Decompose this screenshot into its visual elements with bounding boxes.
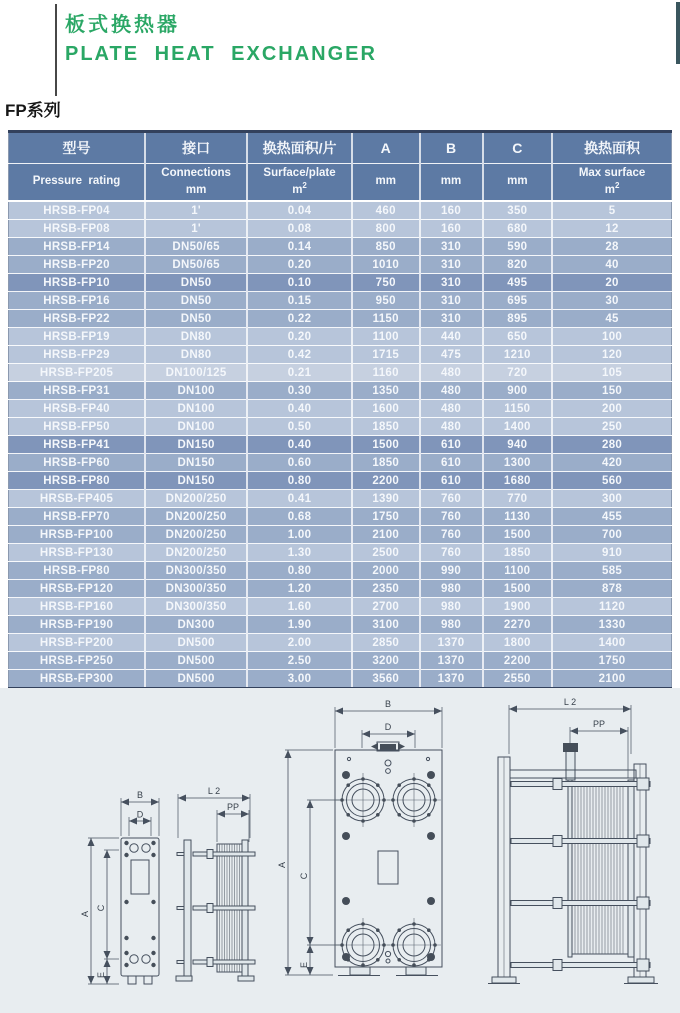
cell-dim-b: 760 xyxy=(420,544,483,562)
cell-dim-b: 610 xyxy=(420,436,483,454)
cell-model: HRSB-FP10 xyxy=(9,274,146,292)
table-row xyxy=(9,616,672,634)
cell-dim-c: 1100 xyxy=(483,562,553,580)
dim-label-b: B xyxy=(384,699,392,709)
cell-dim-b: 980 xyxy=(420,580,483,598)
cell-connections: DN100 xyxy=(145,400,247,418)
cell-max-surface: 45 xyxy=(552,310,671,328)
header-dim-a: A xyxy=(352,132,420,164)
dim-label-e: E xyxy=(299,961,309,969)
cell-surface-per-plate: 0.42 xyxy=(247,346,352,364)
cell-dim-b: 610 xyxy=(420,454,483,472)
drawing-small-side-view xyxy=(176,786,255,981)
header-surface-per-plate-zh: 换热面积/片 xyxy=(247,132,352,164)
cell-max-surface: 910 xyxy=(552,544,671,562)
cell-dim-b: 980 xyxy=(420,616,483,634)
cell-surface-per-plate: 0.80 xyxy=(247,472,352,490)
cell-dim-c: 1500 xyxy=(483,526,553,544)
table-row xyxy=(9,544,672,562)
dim-label-l2: L 2 xyxy=(563,697,577,707)
cell-dim-c: 1210 xyxy=(483,346,553,364)
cell-connections: DN50/65 xyxy=(145,238,247,256)
series-heading: FP系列 xyxy=(5,101,61,120)
cell-dim-b: 160 xyxy=(420,220,483,238)
cell-model: HRSB-FP250 xyxy=(9,652,146,670)
cell-max-surface: 120 xyxy=(552,346,671,364)
table-row xyxy=(9,634,672,652)
cell-dim-a: 3560 xyxy=(352,670,420,689)
table-row xyxy=(9,238,672,256)
cell-surface-per-plate: 0.20 xyxy=(247,256,352,274)
cell-surface-per-plate: 0.60 xyxy=(247,454,352,472)
table-row xyxy=(9,256,672,274)
dim-label-pp: PP xyxy=(226,802,240,812)
cell-model: HRSB-FP60 xyxy=(9,454,146,472)
header-dim-b-unit: mm xyxy=(420,164,483,202)
table-row xyxy=(9,328,672,346)
cell-surface-per-plate: 0.41 xyxy=(247,490,352,508)
cell-dim-b: 310 xyxy=(420,292,483,310)
cell-model: HRSB-FP160 xyxy=(9,598,146,616)
table-row xyxy=(9,346,672,364)
cell-model: HRSB-FP41 xyxy=(9,436,146,454)
cell-dim-b: 480 xyxy=(420,364,483,382)
cell-connections: DN100/125 xyxy=(145,364,247,382)
cell-dim-b: 160 xyxy=(420,201,483,220)
drawing-small-front-view xyxy=(80,790,159,984)
cell-max-surface: 2100 xyxy=(552,670,671,689)
cell-model: HRSB-FP14 xyxy=(9,238,146,256)
cell-max-surface: 250 xyxy=(552,418,671,436)
cell-connections: DN50 xyxy=(145,292,247,310)
cell-max-surface: 585 xyxy=(552,562,671,580)
cell-max-surface: 1400 xyxy=(552,634,671,652)
cell-dim-c: 1800 xyxy=(483,634,553,652)
cell-connections: DN150 xyxy=(145,454,247,472)
table-row xyxy=(9,292,672,310)
cell-surface-per-plate: 1.30 xyxy=(247,544,352,562)
dim-label-d: D xyxy=(384,722,392,732)
cell-max-surface: 40 xyxy=(552,256,671,274)
header-surface-per-plate-en: Surface/plate $m^2$ xyxy=(247,164,352,202)
cell-dim-a: 750 xyxy=(352,274,420,292)
cell-model: HRSB-FP70 xyxy=(9,508,146,526)
cell-max-surface: 12 xyxy=(552,220,671,238)
cell-model: HRSB-FP04 xyxy=(9,201,146,220)
table-row xyxy=(9,310,672,328)
cell-dim-b: 480 xyxy=(420,382,483,400)
dim-label-pp: PP xyxy=(592,719,606,729)
cell-max-surface: 1330 xyxy=(552,616,671,634)
cell-connections: DN300 xyxy=(145,616,247,634)
table-row xyxy=(9,436,672,454)
table-row xyxy=(9,598,672,616)
cell-dim-a: 1750 xyxy=(352,508,420,526)
cell-surface-per-plate: 0.15 xyxy=(247,292,352,310)
table-row xyxy=(9,508,672,526)
cell-model: HRSB-FP80 xyxy=(9,562,146,580)
cell-connections: DN200/250 xyxy=(145,526,247,544)
table-row xyxy=(9,400,672,418)
cell-connections: DN500 xyxy=(145,652,247,670)
cell-dim-c: 895 xyxy=(483,310,553,328)
scan-edge-artifact xyxy=(676,2,680,64)
cell-dim-a: 1100 xyxy=(352,328,420,346)
cell-surface-per-plate: 0.08 xyxy=(247,220,352,238)
cell-dim-a: 800 xyxy=(352,220,420,238)
cell-dim-b: 480 xyxy=(420,400,483,418)
cell-dim-c: 650 xyxy=(483,328,553,346)
cell-surface-per-plate: 0.21 xyxy=(247,364,352,382)
cell-surface-per-plate: 0.22 xyxy=(247,310,352,328)
cell-dim-c: 820 xyxy=(483,256,553,274)
header-dim-c: C xyxy=(483,132,553,164)
dim-label-d: D xyxy=(136,809,144,820)
cell-connections: DN500 xyxy=(145,634,247,652)
cell-connections: DN200/250 xyxy=(145,508,247,526)
cell-model: HRSB-FP31 xyxy=(9,382,146,400)
cell-surface-per-plate: 0.68 xyxy=(247,508,352,526)
cell-dim-a: 1850 xyxy=(352,454,420,472)
cell-dim-c: 695 xyxy=(483,292,553,310)
cell-connections: DN50 xyxy=(145,310,247,328)
header-dim-c-unit: mm xyxy=(483,164,553,202)
cell-dim-c: 1150 xyxy=(483,400,553,418)
cell-surface-per-plate: 0.40 xyxy=(247,436,352,454)
header-max-surface-en: Max surface $m^2$ xyxy=(552,164,671,202)
cell-dim-c: 1300 xyxy=(483,454,553,472)
cell-dim-b: 760 xyxy=(420,490,483,508)
title-divider xyxy=(55,4,57,96)
cell-model: HRSB-FP22 xyxy=(9,310,146,328)
cell-model: HRSB-FP80 xyxy=(9,472,146,490)
cell-connections: DN80 xyxy=(145,328,247,346)
cell-dim-a: 1390 xyxy=(352,490,420,508)
header-connections-zh: 接口 xyxy=(145,132,247,164)
cell-max-surface: 878 xyxy=(552,580,671,598)
cell-max-surface: 300 xyxy=(552,490,671,508)
cell-dim-b: 475 xyxy=(420,346,483,364)
table-row xyxy=(9,490,672,508)
cell-model: HRSB-FP130 xyxy=(9,544,146,562)
cell-dim-a: 2100 xyxy=(352,526,420,544)
cell-surface-per-plate: 1.00 xyxy=(247,526,352,544)
spec-table-header xyxy=(9,132,672,202)
cell-surface-per-plate: 1.60 xyxy=(247,598,352,616)
cell-max-surface: 200 xyxy=(552,400,671,418)
cell-dim-b: 760 xyxy=(420,508,483,526)
cell-dim-a: 2000 xyxy=(352,562,420,580)
cell-model: HRSB-FP300 xyxy=(9,670,146,689)
cell-dim-a: 1500 xyxy=(352,436,420,454)
cell-dim-b: 1370 xyxy=(420,652,483,670)
table-row xyxy=(9,418,672,436)
dim-label-b: B xyxy=(136,790,144,800)
cell-model: HRSB-FP08 xyxy=(9,220,146,238)
page-title-chinese: 板式换热器 xyxy=(65,14,180,36)
cell-max-surface: 20 xyxy=(552,274,671,292)
cell-connections: DN200/250 xyxy=(145,544,247,562)
drawing-large-front-view xyxy=(277,699,442,976)
cell-surface-per-plate: 1.90 xyxy=(247,616,352,634)
cell-dim-c: 1500 xyxy=(483,580,553,598)
cell-connections: DN100 xyxy=(145,382,247,400)
cell-max-surface: 5 xyxy=(552,201,671,220)
dim-label-a: A xyxy=(80,910,90,918)
cell-surface-per-plate: 2.50 xyxy=(247,652,352,670)
cell-dim-b: 310 xyxy=(420,274,483,292)
cell-dim-a: 460 xyxy=(352,201,420,220)
cell-dim-c: 1680 xyxy=(483,472,553,490)
cell-dim-b: 1370 xyxy=(420,670,483,689)
cell-model: HRSB-FP20 xyxy=(9,256,146,274)
cell-dim-a: 3100 xyxy=(352,616,420,634)
cell-dim-b: 990 xyxy=(420,562,483,580)
cell-surface-per-plate: 0.80 xyxy=(247,562,352,580)
cell-dim-a: 1715 xyxy=(352,346,420,364)
cell-dim-c: 2270 xyxy=(483,616,553,634)
technical-drawings xyxy=(0,688,680,1013)
cell-dim-c: 940 xyxy=(483,436,553,454)
dim-label-c: C xyxy=(96,904,106,912)
cell-model: HRSB-FP40 xyxy=(9,400,146,418)
cell-dim-c: 495 xyxy=(483,274,553,292)
cell-max-surface: 280 xyxy=(552,436,671,454)
cell-dim-b: 310 xyxy=(420,310,483,328)
cell-dim-a: 1850 xyxy=(352,418,420,436)
cell-max-surface: 420 xyxy=(552,454,671,472)
cell-connections: DN300/350 xyxy=(145,580,247,598)
cell-model: HRSB-FP16 xyxy=(9,292,146,310)
header-model-zh: 型号 xyxy=(9,132,146,164)
table-row xyxy=(9,274,672,292)
header-dim-b: B xyxy=(420,132,483,164)
cell-surface-per-plate: 0.30 xyxy=(247,382,352,400)
cell-dim-b: 760 xyxy=(420,526,483,544)
cell-dim-c: 2550 xyxy=(483,670,553,689)
cell-connections: DN300/350 xyxy=(145,598,247,616)
cell-surface-per-plate: 0.40 xyxy=(247,400,352,418)
cell-max-surface: 28 xyxy=(552,238,671,256)
cell-dim-a: 950 xyxy=(352,292,420,310)
cell-dim-c: 350 xyxy=(483,201,553,220)
cell-connections: DN80 xyxy=(145,346,247,364)
cell-model: HRSB-FP200 xyxy=(9,634,146,652)
cell-connections: DN100 xyxy=(145,418,247,436)
header-max-surface-zh: 换热面积 xyxy=(552,132,671,164)
cell-connections: 1' xyxy=(145,220,247,238)
cell-surface-per-plate: 0.50 xyxy=(247,418,352,436)
cell-dim-a: 2850 xyxy=(352,634,420,652)
cell-max-surface: 455 xyxy=(552,508,671,526)
cell-dim-c: 2200 xyxy=(483,652,553,670)
cell-dim-b: 1370 xyxy=(420,634,483,652)
cell-max-surface: 700 xyxy=(552,526,671,544)
cell-dim-c: 720 xyxy=(483,364,553,382)
cell-dim-c: 1850 xyxy=(483,544,553,562)
cell-connections: DN500 xyxy=(145,670,247,689)
cell-max-surface: 100 xyxy=(552,328,671,346)
drawing-large-side-view xyxy=(488,697,658,984)
cell-connections: DN150 xyxy=(145,472,247,490)
cell-connections: DN150 xyxy=(145,436,247,454)
cell-dim-b: 310 xyxy=(420,256,483,274)
table-row xyxy=(9,364,672,382)
cell-surface-per-plate: 2.00 xyxy=(247,634,352,652)
title-block xyxy=(65,8,377,66)
cell-dim-a: 1600 xyxy=(352,400,420,418)
table-row xyxy=(9,201,672,220)
cell-max-surface: 105 xyxy=(552,364,671,382)
table-row xyxy=(9,580,672,598)
table-row xyxy=(9,562,672,580)
cell-dim-a: 1010 xyxy=(352,256,420,274)
cell-dim-a: 1160 xyxy=(352,364,420,382)
cell-connections: DN200/250 xyxy=(145,490,247,508)
cell-max-surface: 560 xyxy=(552,472,671,490)
cell-dim-a: 2350 xyxy=(352,580,420,598)
cell-dim-c: 680 xyxy=(483,220,553,238)
cell-max-surface: 1120 xyxy=(552,598,671,616)
cell-dim-a: 2500 xyxy=(352,544,420,562)
dim-label-a: A xyxy=(277,861,287,869)
header-connections-en: Connections mm xyxy=(145,164,247,202)
cell-connections: DN50 xyxy=(145,274,247,292)
dim-label-e: E xyxy=(96,971,106,979)
cell-dim-c: 900 xyxy=(483,382,553,400)
cell-connections: DN50/65 xyxy=(145,256,247,274)
cell-model: HRSB-FP405 xyxy=(9,490,146,508)
cell-surface-per-plate: 0.20 xyxy=(247,328,352,346)
cell-model: HRSB-FP29 xyxy=(9,346,146,364)
table-row xyxy=(9,382,672,400)
cell-max-surface: 150 xyxy=(552,382,671,400)
cell-dim-a: 850 xyxy=(352,238,420,256)
cell-dim-c: 590 xyxy=(483,238,553,256)
table-row xyxy=(9,652,672,670)
dim-label-c: C xyxy=(299,872,309,880)
cell-model: HRSB-FP190 xyxy=(9,616,146,634)
cell-dim-c: 770 xyxy=(483,490,553,508)
cell-dim-a: 3200 xyxy=(352,652,420,670)
spec-table-body xyxy=(9,201,672,689)
cell-dim-c: 1900 xyxy=(483,598,553,616)
cell-model: HRSB-FP120 xyxy=(9,580,146,598)
cell-dim-a: 2200 xyxy=(352,472,420,490)
cell-surface-per-plate: 3.00 xyxy=(247,670,352,689)
spec-table xyxy=(8,130,672,690)
cell-max-surface: 1750 xyxy=(552,652,671,670)
cell-model: HRSB-FP205 xyxy=(9,364,146,382)
table-row xyxy=(9,454,672,472)
cell-dim-a: 2700 xyxy=(352,598,420,616)
header-dim-a-unit: mm xyxy=(352,164,420,202)
cell-surface-per-plate: 0.14 xyxy=(247,238,352,256)
cell-dim-b: 610 xyxy=(420,472,483,490)
dim-label-l2: L 2 xyxy=(207,786,221,796)
cell-surface-per-plate: 1.20 xyxy=(247,580,352,598)
table-row xyxy=(9,220,672,238)
cell-connections: DN300/350 xyxy=(145,562,247,580)
cell-surface-per-plate: 0.10 xyxy=(247,274,352,292)
cell-max-surface: 30 xyxy=(552,292,671,310)
cell-model: HRSB-FP19 xyxy=(9,328,146,346)
cell-dim-a: 1150 xyxy=(352,310,420,328)
page-title-english: PLATE HEAT EXCHANGER xyxy=(65,43,377,65)
cell-dim-b: 480 xyxy=(420,418,483,436)
header-model-en: Pressure rating xyxy=(9,164,146,202)
cell-model: HRSB-FP50 xyxy=(9,418,146,436)
table-row xyxy=(9,526,672,544)
cell-dim-c: 1130 xyxy=(483,508,553,526)
cell-dim-b: 310 xyxy=(420,238,483,256)
cell-dim-a: 1350 xyxy=(352,382,420,400)
cell-model: HRSB-FP100 xyxy=(9,526,146,544)
table-row xyxy=(9,472,672,490)
cell-dim-b: 980 xyxy=(420,598,483,616)
table-row xyxy=(9,670,672,689)
cell-connections: 1' xyxy=(145,201,247,220)
cell-dim-c: 1400 xyxy=(483,418,553,436)
cell-dim-b: 440 xyxy=(420,328,483,346)
cell-surface-per-plate: 0.04 xyxy=(247,201,352,220)
